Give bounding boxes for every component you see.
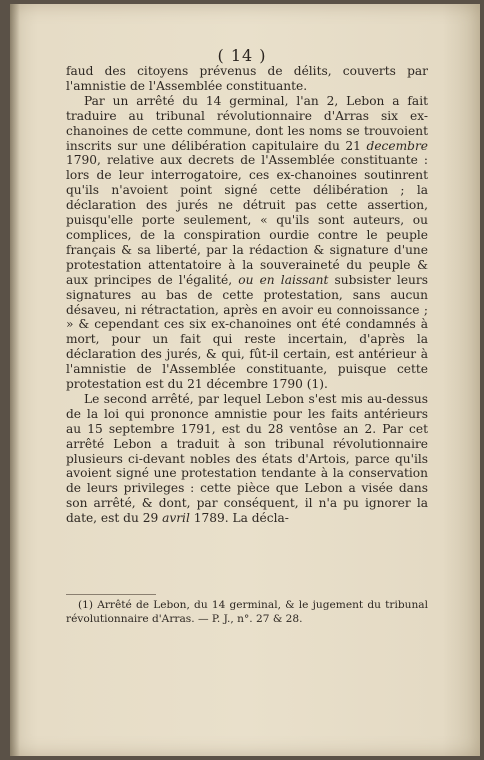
paragraph-2-italic-date: decembre: [366, 138, 428, 153]
paragraph-3-text-b: 1789. La décla-: [189, 511, 289, 526]
page-number: ( 14 ): [217, 46, 267, 65]
footnote-divider: [66, 594, 156, 595]
footnote: [66, 598, 428, 626]
paragraph-3-italic-month: avril: [162, 511, 190, 526]
page-body-text: [66, 64, 428, 526]
paragraph-2-text-c: subsister leurs signatures au bas de cette protestation, sans aucun désaveu, ni rétractation, après en avoir eu connoissance ; » & cependant ces six ex-chanoines ont été condamnés à mort, pour un fait qui reste incertain, d'après la déclaration des jurés, & qui, fût-il certain, est antérieur à l'amnistie de l'Assemblée constituante, puisque cette protestation est du 21 décembre 1790 (1).: [66, 272, 428, 392]
paragraph-1: [66, 64, 428, 94]
paragraph-1-text: faud des citoyens prévenus de délits, couverts par l'amnistie de l'Assemblée constituante.: [66, 64, 428, 93]
paragraph-3-text-a: Le second arrêté, par lequel Lebon s'est mis au-dessus de la loi qui prononce amnistie pour les faits antérieurs au 15 septembre 1791, est du 28 ventôse an 2. Par cet arrêté Lebon a traduit à son tribunal révolutionnaire plusieurs ci-devant nobles des états d'Artois, parce qu'ils avoient signé une protestation tendante à la conservation de leurs privileges : cette pièce que Lebon a visée dans son arrêté, & dont, par conséquent, il n'a pu ignorer la date, est du 29: [66, 391, 428, 526]
paragraph-2-text-b: 1790, relative aux decrets de l'Assemblée constituante : lors de leur interrogatoire, ces ex-chanoines soutinrent qu'ils n'avoient point signé cette délibération ; la déclaration des jurés ne détruit pas cette assertion, puisqu'elle porte seulement, « qu'ils sont auteurs, ou complices, de la conspiration ourdie contre le peuple français & sa liberté, par la rédaction & signature d'une protestation attentatoire à la souveraineté du peuple & aux principes de l'égalité,: [66, 153, 428, 287]
paragraph-2: [66, 94, 428, 392]
paragraph-2-italic-phrase: ou en laissant: [238, 272, 329, 287]
footnote-text: (1) Arrêté de Lebon, du 14 germinal, & le jugement du tribunal révolutionnaire d'Arras. — P. J., n°. 27 & 28.: [66, 599, 428, 625]
paragraph-3: [66, 392, 428, 526]
paragraph-2-text-a: Par un arrêté du 14 germinal, l'an 2, Lebon a fait traduire au tribunal révolutionnaire d'Arras six ex-chanoines de cette commune, dont les noms se trouvoient inscrits sur une délibération capitulaire du 21: [66, 93, 428, 153]
page-gutter-shadow: [10, 4, 20, 756]
